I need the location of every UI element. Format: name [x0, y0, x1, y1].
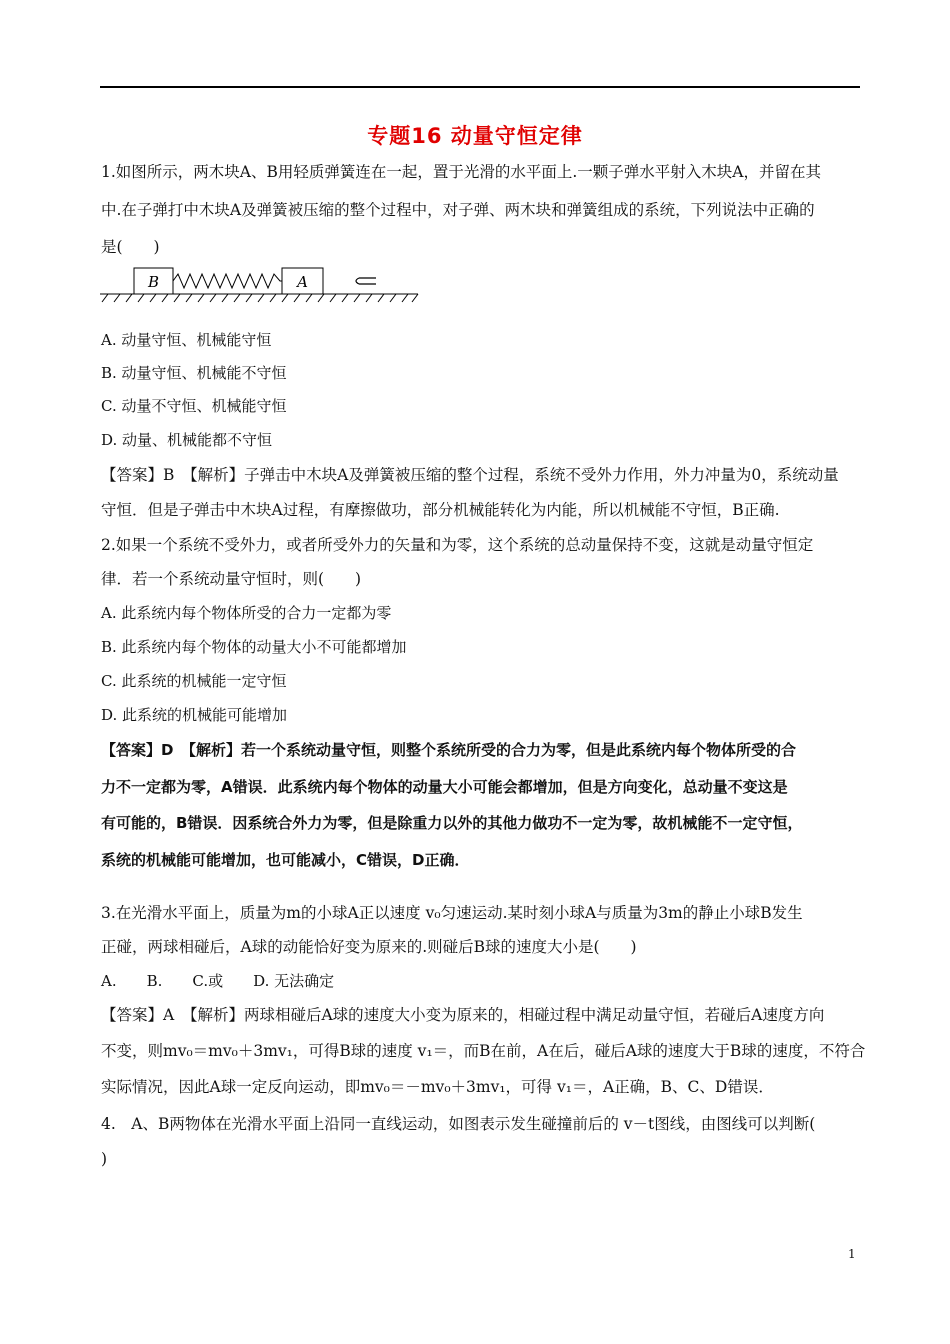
bullet-icon [356, 278, 376, 284]
q2-answer-line-2: 力不一定都为零，A错误．此系统内每个物体的动量大小可能会都增加，但是方向变化，总动量不变这是 [101, 778, 788, 796]
header-rule [100, 86, 860, 88]
q1-answer-line-2: 守恒．但是子弹击中木块A过程，有摩擦做功，部分机械能转化为内能，所以机械能不守恒，B正确. [101, 501, 780, 519]
q2-answer-line-3: 有可能的，B错误．因系统合外力为零，但是除重力以外的其他力做功不一定为零，故机械能不一定守恒， [101, 814, 803, 832]
page-number: 1 [848, 1247, 856, 1261]
q2-answer-line-4: 系统的机械能可能增加，也可能减小，C错误，D正确． [101, 851, 470, 869]
q2-option-a: A. 此系统内每个物体所受的合力一定都为零 [101, 604, 392, 622]
block-a-label: A [297, 273, 308, 291]
spring [173, 274, 282, 288]
q2-stem-line-2: 律．若一个系统动量守恒时，则( ) [101, 570, 362, 588]
q1-option-d: D. 动量、机械能都不守恒 [101, 431, 273, 449]
q3-options: A. B. C.或 D. 无法确定 [101, 972, 335, 990]
block-b-label: B [147, 273, 160, 291]
page-title: 专题16 动量守恒定律 [367, 124, 583, 148]
q4-stem-line-2: ) [101, 1150, 108, 1168]
q3-answer-line-2: 不变，则mv₀＝mv₀＋3mv₁，可得B球的速度 v₁＝，而B在前，A在后，碰后A球的速度大于B球的速度，不符合 [101, 1042, 866, 1060]
q1-stem-line-3: 是( ) [101, 238, 160, 256]
q1-figure [100, 262, 425, 310]
ground-hatching [100, 294, 418, 302]
q3-stem-line-1: 3.在光滑水平面上，质量为m的小球A正以速度 v₀匀速运动.某时刻小球A与质量为3m的静止小球B发生 [101, 904, 803, 922]
q2-answer-line-1: 【答案】D 【解析】若一个系统动量守恒，则整个系统所受的合力为零，但是此系统内每个物体所受的合 [101, 741, 796, 759]
q2-option-c: C. 此系统的机械能一定守恒 [101, 672, 287, 690]
q2-option-d: D. 此系统的机械能可能增加 [101, 706, 288, 724]
q1-option-c: C. 动量不守恒、机械能守恒 [101, 397, 287, 415]
q1-answer-line-1: 【答案】B 【解析】子弹击中木块A及弹簧被压缩的整个过程，系统不受外力作用，外力冲量为0，系统动量 [101, 466, 839, 484]
q3-stem-line-2: 正碰，两球相碰后，A球的动能恰好变为原来的.则碰后B球的速度大小是( ) [101, 938, 637, 956]
q1-stem-line-1: 1.如图所示，两木块A、B用轻质弹簧连在一起，置于光滑的水平面上.一颗子弹水平射入木块A，并留在其 [101, 163, 821, 181]
q2-stem-line-1: 2.如果一个系统不受外力，或者所受外力的矢量和为零，这个系统的总动量保持不变，这就是动量守恒定 [101, 536, 814, 554]
q1-option-a: A. 动量守恒、机械能守恒 [101, 331, 272, 349]
q3-answer-line-3: 实际情况，因此A球一定反向运动，即mv₀＝－mv₀＋3mv₁，可得 v₁＝，A正确，B、C、D错误． [101, 1078, 774, 1096]
q4-stem-line-1: 4. A、B两物体在光滑水平面上沿同一直线运动，如图表示发生碰撞前后的 v－t图线，由图线可以判断( [101, 1115, 816, 1133]
q3-answer-line-1: 【答案】A 【解析】两球相碰后A球的速度大小变为原来的，相碰过程中满足动量守恒，若碰后A速度方向 [101, 1006, 825, 1024]
q2-option-b: B. 此系统内每个物体的动量大小不可能都增加 [101, 638, 407, 656]
q1-stem-line-2: 中.在子弹打中木块A及弹簧被压缩的整个过程中，对子弹、两木块和弹簧组成的系统，下列说法中正确的 [101, 201, 815, 219]
q1-option-b: B. 动量守恒、机械能不守恒 [101, 364, 287, 382]
